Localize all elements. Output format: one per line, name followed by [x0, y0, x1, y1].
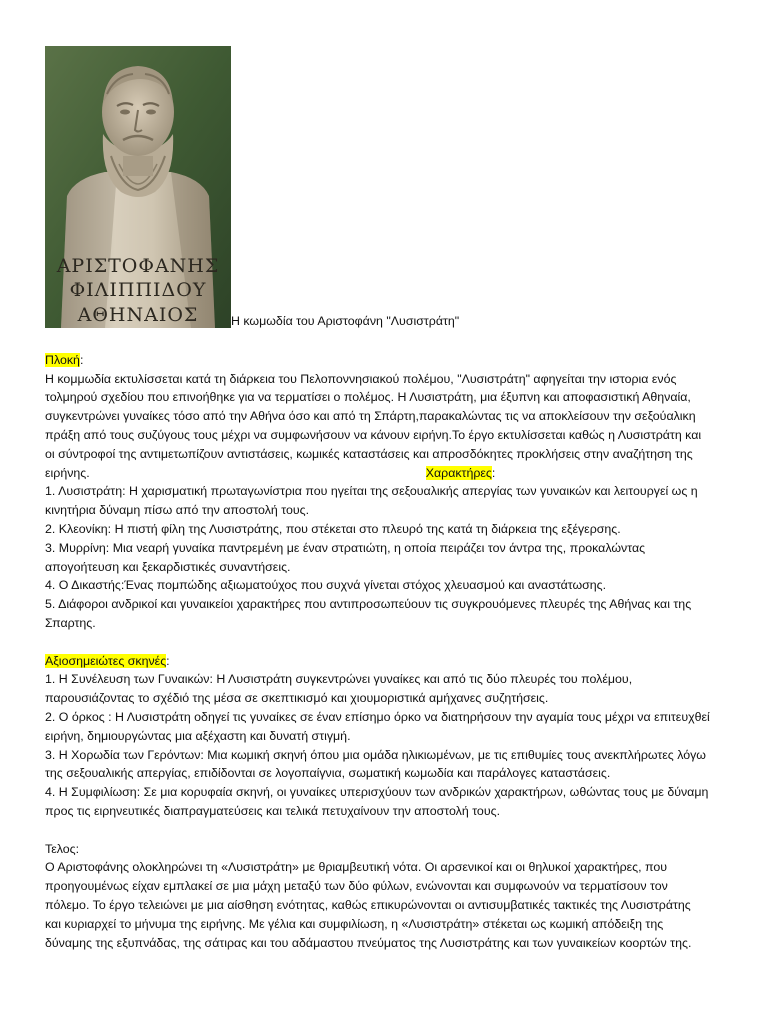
ending-line-3: πόλεμο. Το έργο τελειώνει με μια αίσθηση ενότητας, καθώς επικυρώνονται οι αντισυμβατικές τακτικές της Λυσιστράτης — [45, 897, 691, 912]
inscription-line-3: ΑΘΗΝΑΙΟΣ — [77, 304, 199, 326]
scene-2-line-2: ειρήνη, δημιουργώντας μια αξέχαστη και δυνατή στιγμή. — [45, 728, 351, 743]
character-3-line-2: απογοήτευση και ξεκαρδιστικές συναντήσεις. — [45, 559, 291, 574]
plot-line-1: Η κομμωδία εκτυλίσσεται κατά τη διάρκεια του Πελοποννησιακού πολέμου, "Λυσιστράτη" αφηγείται την ιστορια ενός — [45, 371, 677, 386]
scene-2-line-1: 2. Ο όρκος : Η Λυσιστράτη οδηγεί τις γυναίκες σε έναν επίσημο όρκο να διατηρήσουν την αγαμία τους μέχρι να επιτευχθεί — [45, 709, 710, 724]
character-4: 4. Ο Δικαστής:Ένας πομπώδης αξιωματούχος που συχνά γίνεται στόχος χλευασμού και αναστάτωσης. — [45, 578, 607, 593]
plot-line-3: συγκεντρώνει γυναίκες τόσο από την Αθήνα όσο και από τη Σπάρτη,παρακαλώντας τις να αποκλείσουν την σεξούαλικη — [45, 409, 696, 424]
character-5-line-1: 5. Διάφοροι ανδρικοί και γυναικείοι χαρακτήρες που αντιπροσωπεύουν τις συγκρουόμενες πλευρές της Αθήνας και της — [45, 597, 692, 612]
scene-3-line-1: 3. Η Χορωδία των Γερόντων: Μια κωμική σκηνή όπου μια ομάδα ηλικιωμένων, με τις επιθυμίες τους ανεκπλήρωτες λόγω — [45, 747, 706, 762]
scenes-heading-line: Αξιοσημειώτες σκηνές: — [45, 653, 170, 668]
ending-line-4: και κυριαρχεί το μήνυμα της ειρήνης. Με γέλια και συμφιλίωση, η «Λυσιστράτη» στέκεται ως κωμική απόδειξη της — [45, 916, 664, 931]
character-2: 2. Κλεονίκη: Η πιστή φίλη της Λυσιστράτης, που στέκεται στο πλευρό της κατά τη διάρκεια της εξέγερσης. — [45, 521, 621, 536]
plot-line-2: τολμηρού σχεδίου που επινοήθηκε για να τερματίσει ο πολέμος. Η Λυσιστράτη, μια έξυπνη και αποφασιστική Αθηναία, — [45, 390, 691, 405]
scene-3-line-2: της σεξουαλικής απεργίας, επιδίδονται σε λογοπαίγνια, σωματική κωμωδία και παράλογες καταστάσεις. — [45, 766, 611, 781]
character-1-line-1: 1. Λυσιστράτη: Η χαρισματική πρωταγωνίστρια που ηγείται της σεξουαλικής απεργίας των γυναικών και λειτουργεί ως η — [45, 484, 698, 499]
ending-heading: Τελος: — [45, 841, 80, 856]
plot-last-line: ειρήνης. Χαρακτήρες: — [45, 465, 496, 480]
scene-4-line-1: 4. Η Συμφιλίωση: Σε μια κορυφαία σκηνή, οι γυναίκες υπερισχύουν των ανδρικών χαρακτήρων, ωθώντας τους με δύναμη — [45, 785, 709, 800]
ending-last-line: δύναμης της εξυπνάδας, της σάτιρας και του αδάμαστου πνεύματος της Λυσιστράτης και των γυναικείων κοορτών της. — [45, 935, 692, 950]
plot-heading-line: Πλοκή: — [45, 352, 84, 367]
plot-line-5: οι σύντροφοί της αντιμετωπίζουν αντιστάσεις, κωμικές καταστάσεις και απροσδόκητες προκλήσεις στην αναζήτηση της — [45, 446, 693, 461]
image-caption: Η κωμωδία του Αριστοφάνη "Λυσιστράτη" — [231, 314, 460, 328]
characters-heading: Χαρακτήρες — [425, 465, 492, 480]
ending-line-2: προηγουμένως είχαν εμπλακεί σε μια μάχη μεταξύ των δύο φύλων, ενώνονται και συμφωνούν να τερματίσουν τον — [45, 879, 668, 894]
figure-row — [45, 46, 725, 328]
plot-last-text: ειρήνης. — [45, 465, 90, 480]
document-page — [45, 46, 725, 952]
plot-heading: Πλοκή — [45, 352, 80, 367]
scene-1-line-2: παρουσιάζοντας το σχέδιό της μέσα σε σκεπτικισμό και χιουμοριστικά αμήχανες συζητήσεις. — [45, 691, 549, 706]
character-5-line-2: Σπαρτης. — [45, 615, 96, 630]
scene-1-line-1: 1. Η Συνέλευση των Γυναικών: Η Λυσιστράτη συγκεντρώνει γυναίκες και από τις δύο πλευρές του πολέμου, — [45, 672, 633, 687]
character-3-line-1: 3. Μυρρίνη: Μια νεαρή γυναίκα παντρεμένη με έναν στρατιώτη, η οποία πειράζει τον άντρα της, προκαλώντας — [45, 540, 646, 555]
inscription-line-1: ΑΡΙΣΤΟΦΑΝΗΣ — [56, 255, 220, 277]
scene-4-line-2: προς τις ειρηνευτικές διαπραγματεύσεις και τελικά πετυχαίνουν την αποστολή τους. — [45, 803, 501, 818]
inscription-line-2: ΦΙΛΙΠΠΙΔΟΥ — [69, 279, 207, 301]
scenes-heading: Αξιοσημειώτες σκηνές — [45, 653, 167, 668]
aristophanes-bust-image — [45, 46, 231, 328]
ending-line-1: Ο Αριστοφάνης ολοκληρώνει τη «Λυσιστράτη» με θριαμβευτική νότα. Οι αρσενικοί και οι θηλυκοί χαρακτήρες, που — [45, 860, 668, 875]
plot-line-4: πράξη από τους συζύγους τους μέχρι να συμφωνήσουν να κάνουν ειρήνη.Το έργο εκτυλίσσεται καθώς η Λυσιστράτη και — [45, 427, 702, 442]
character-1-line-2: κινητήρια δύναμη πίσω από την αποστολή τους. — [45, 503, 310, 518]
